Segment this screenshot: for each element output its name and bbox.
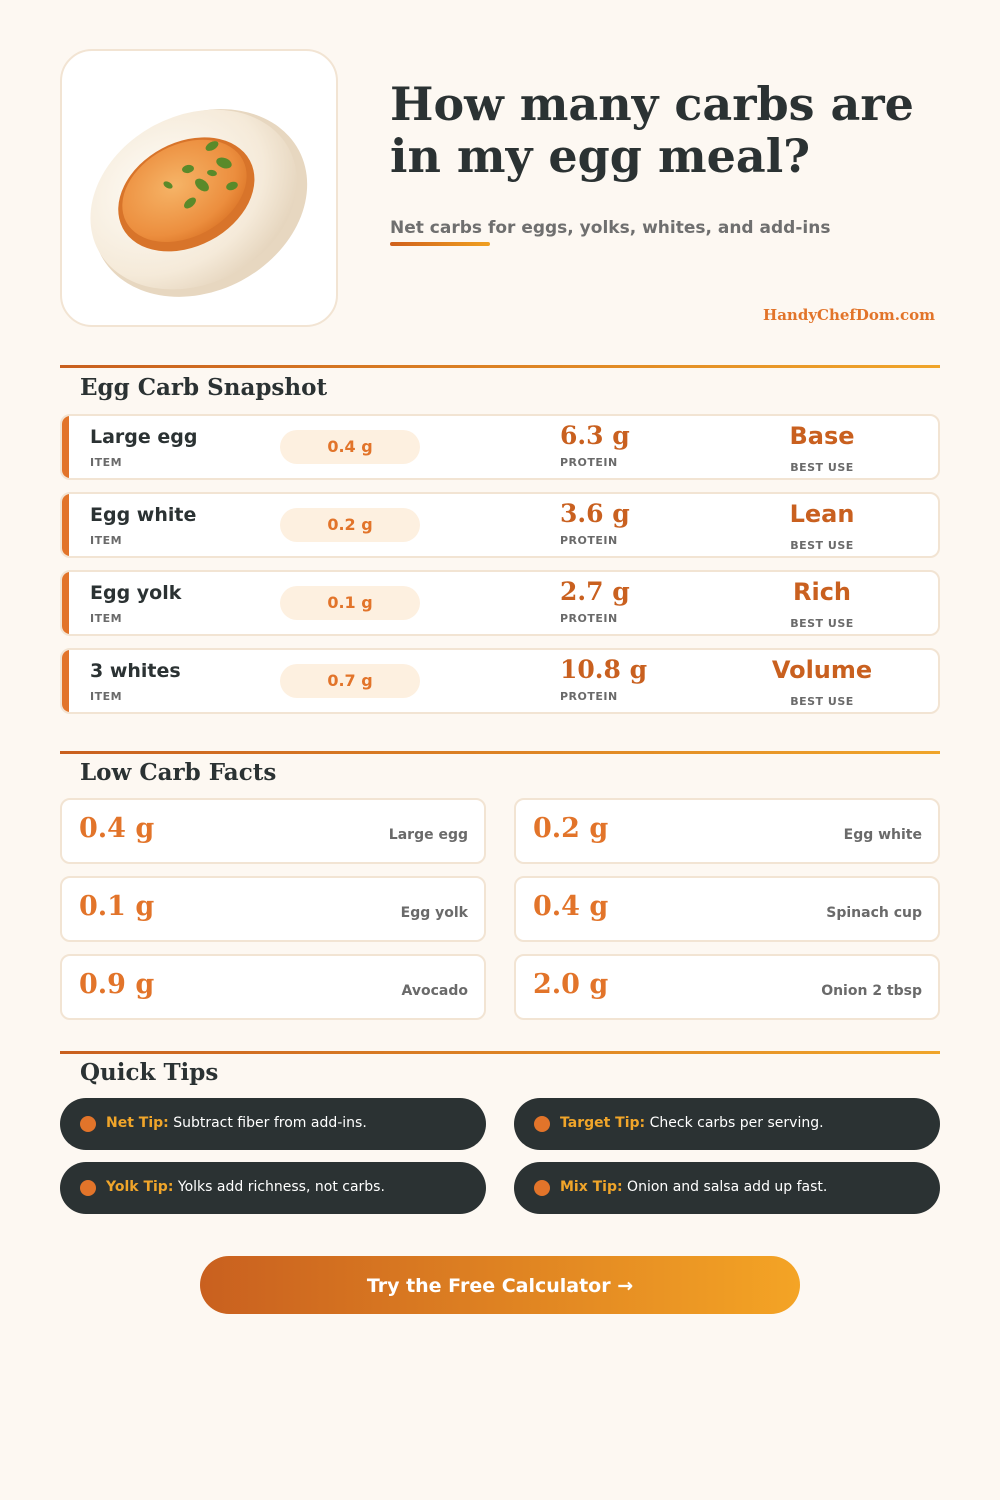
bullet-dot-icon (80, 1180, 96, 1196)
halved-egg-icon (62, 51, 340, 329)
item-label: ITEM (90, 612, 123, 625)
fact-name: Egg yolk (400, 905, 468, 921)
protein-value: 10.8 g (560, 655, 648, 684)
tip-label: Mix Tip: (560, 1179, 623, 1195)
row-accent-bar (62, 416, 69, 478)
item-label: ITEM (90, 456, 123, 469)
snapshot-item-name: Egg white (90, 504, 197, 526)
tips-section-title: Quick Tips (80, 1059, 219, 1086)
fact-card (514, 954, 940, 1020)
tip-text: Check carbs per serving. (645, 1115, 824, 1131)
fact-name: Onion 2 tbsp (821, 983, 922, 999)
best-use-label: BEST USE (790, 695, 854, 708)
fact-name: Spinach cup (826, 905, 922, 921)
section-divider (60, 1051, 940, 1054)
brand-name: HandyChefDom.com (763, 306, 935, 324)
tip-card (60, 1162, 486, 1214)
snapshot-row (60, 414, 940, 480)
best-use-value: Base (789, 422, 855, 450)
hero-image-card (60, 49, 338, 327)
row-accent-bar (62, 494, 69, 556)
protein-label: PROTEIN (560, 690, 618, 703)
page-title (390, 78, 960, 182)
best-use-label: BEST USE (790, 461, 854, 474)
fact-value: 0.4 g (533, 891, 609, 922)
protein-label: PROTEIN (560, 456, 618, 469)
snapshot-item-name: Large egg (90, 426, 198, 448)
snapshot-item-name: Egg yolk (90, 582, 182, 604)
section-divider (60, 751, 940, 754)
protein-value: 3.6 g (560, 499, 630, 528)
tip-card (60, 1098, 486, 1150)
protein-label: PROTEIN (560, 612, 618, 625)
fact-card (60, 954, 486, 1020)
fact-card (60, 798, 486, 864)
row-accent-bar (62, 572, 69, 634)
section-divider (60, 365, 940, 368)
protein-value: 2.7 g (560, 577, 630, 606)
protein-value: 6.3 g (560, 421, 630, 450)
fact-name: Large egg (388, 827, 468, 843)
tip-card (514, 1098, 940, 1150)
fact-value: 0.9 g (79, 969, 155, 1000)
tip-text: Yolks add richness, not carbs. (173, 1179, 385, 1195)
best-use-value: Volume (771, 656, 873, 684)
protein-label: PROTEIN (560, 534, 618, 547)
fact-value: 0.2 g (533, 813, 609, 844)
tip-label: Target Tip: (560, 1115, 646, 1131)
carb-pill: 0.7 g (280, 664, 420, 698)
facts-section-title: Low Carb Facts (80, 759, 277, 786)
fact-card (60, 876, 486, 942)
fact-value: 0.1 g (79, 891, 155, 922)
tip-text: Onion and salsa add up fast. (622, 1179, 828, 1195)
bullet-dot-icon (534, 1116, 550, 1132)
item-label: ITEM (90, 534, 123, 547)
best-use-label: BEST USE (790, 539, 854, 552)
fact-value: 2.0 g (533, 969, 609, 1000)
snapshot-item-name: 3 whites (90, 660, 181, 682)
tip-label: Net Tip: (106, 1115, 169, 1131)
snapshot-row (60, 648, 940, 714)
tip-card (514, 1162, 940, 1214)
snapshot-section-title: Egg Carb Snapshot (80, 374, 328, 401)
row-accent-bar (62, 650, 69, 712)
fact-name: Avocado (401, 983, 468, 999)
carb-pill: 0.2 g (280, 508, 420, 542)
calculator-cta-button[interactable]: Try the Free Calculator → (200, 1256, 800, 1314)
fact-name: Egg white (843, 827, 922, 843)
best-use-value: Lean (789, 500, 855, 528)
best-use-label: BEST USE (790, 617, 854, 630)
tip-text: Subtract fiber from add-ins. (168, 1115, 367, 1131)
snapshot-row (60, 570, 940, 636)
subtitle-underline (390, 242, 490, 246)
bullet-dot-icon (80, 1116, 96, 1132)
bullet-dot-icon (534, 1180, 550, 1196)
carb-pill: 0.1 g (280, 586, 420, 620)
carb-pill: 0.4 g (280, 430, 420, 464)
fact-card (514, 798, 940, 864)
item-label: ITEM (90, 690, 123, 703)
title-line-1: How many carbs are (390, 77, 914, 131)
fact-value: 0.4 g (79, 813, 155, 844)
tip-label: Yolk Tip: (106, 1179, 174, 1195)
title-line-2: in my egg meal? (390, 129, 811, 183)
best-use-value: Rich (792, 578, 852, 606)
page-subtitle: Net carbs for eggs, yolks, whites, and add-ins (390, 218, 831, 238)
fact-card (514, 876, 940, 942)
snapshot-row (60, 492, 940, 558)
